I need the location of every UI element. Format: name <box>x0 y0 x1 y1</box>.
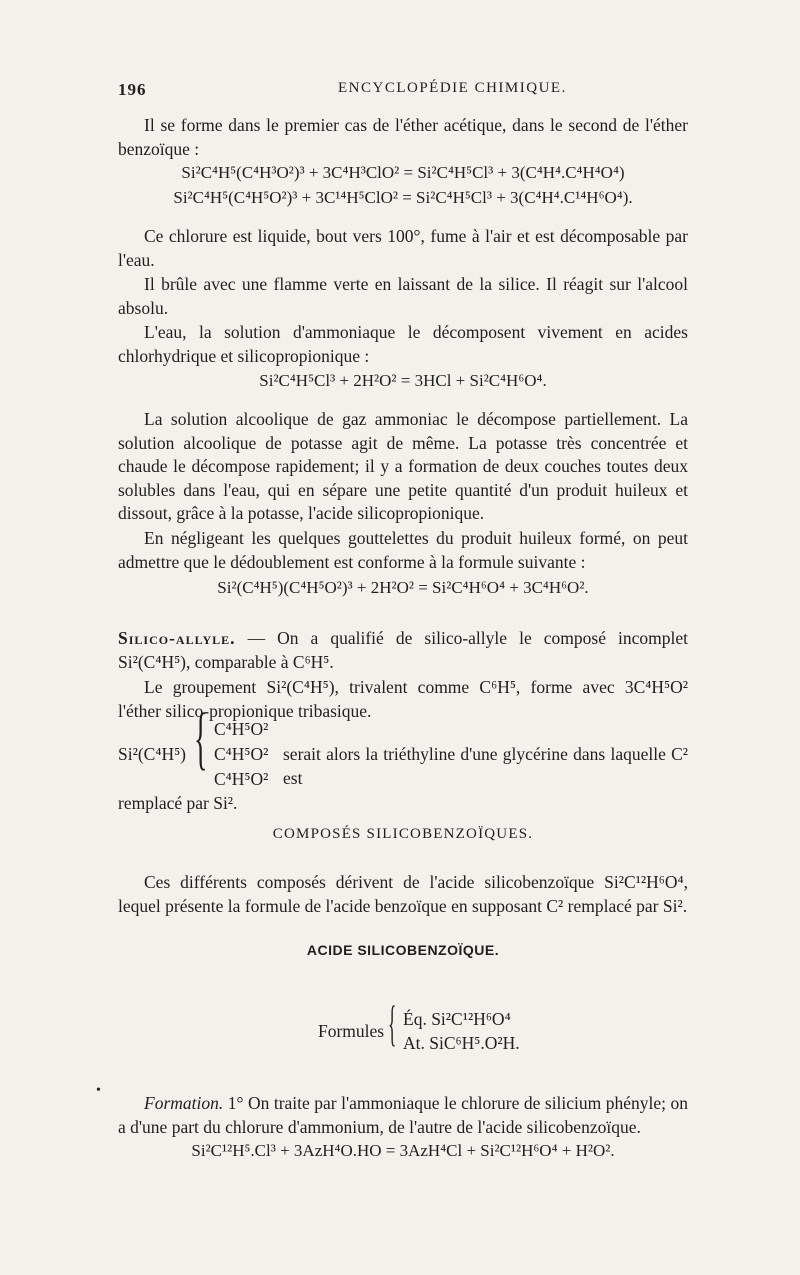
equation-benzoic: Si²C⁴H⁵(C⁴H⁵O²)³ + 3C¹⁴H⁵ClO² = Si²C⁴H⁵Cl³ + 3(C⁴H⁴.C¹⁴H⁶O⁴). <box>173 188 633 207</box>
subsection-title-acide: ACIDE SILICOBENZOÏQUE. <box>306 942 500 958</box>
page-header <box>118 80 688 104</box>
paragraph-flamme-verte: Il brûle avec une flamme verte en laissant de la silice. Il réagit sur l'alcool absolu. <box>118 274 688 318</box>
equation-acetic: Si²C⁴H⁵(C⁴H³O²)³ + 3C⁴H³ClO² = Si²C⁴H⁵Cl³ + 3(C⁴H⁴.C⁴H⁴O⁴) <box>181 163 625 182</box>
formation-text: 1° On traite par l'ammoniaque le chlorure de silicium phényle; on a d'une part du chlorure d'ammonium, de l'autre de l'acide silicobenzoïque. <box>118 1093 688 1137</box>
formules-label: Formules <box>318 1021 385 1041</box>
formation-label: Formation. <box>144 1093 224 1113</box>
equation-dedoublement: Si²(C⁴H⁵)(C⁴H⁵O²)³ + 2H²O² = Si²C⁴H⁶O⁴ + 3C⁴H⁶O². <box>217 578 589 597</box>
term-silico-allyle: Silico-allyle. <box>118 628 236 648</box>
equation-triethyline <box>118 700 688 794</box>
formules-at: At. SiC⁶H⁵.O²H. <box>403 1033 520 1053</box>
equation-hydrolysis: Si²C⁴H⁵Cl³ + 2H²O² = 3HCl + Si²C⁴H⁶O⁴. <box>259 371 547 390</box>
formules-block <box>118 995 688 1056</box>
running-head: ENCYCLOPÉDIE CHIMIQUE. <box>338 80 567 96</box>
paragraph-ether: Il se forme dans le premier cas de l'éther acétique, dans le second de l'éther benzoïque : <box>118 115 688 159</box>
triethyline-r1: C⁴H⁵O² <box>214 719 269 739</box>
paragraph-silico-allyle <box>118 627 688 674</box>
formules-brace: { <box>388 995 397 1051</box>
paragraph-formation <box>118 1092 688 1139</box>
margin-bullet: • <box>96 1083 101 1098</box>
triethyline-text: serait alors la triéthyline d'une glycérine dans laquelle C² est <box>283 744 688 788</box>
formules-eq: Éq. Si²C¹²H⁶O⁴ <box>403 1009 511 1029</box>
paragraph-eau-ammoniaque: L'eau, la solution d'ammoniaque le décomposent vivement en acides chlorhydrique et silicopropionique : <box>118 322 688 366</box>
paragraph-chlorure-liquide: Ce chlorure est liquide, bout vers 100°, fume à l'air et est décomposable par l'eau. <box>118 226 688 270</box>
paragraph-groupement: Le groupement Si²(C⁴H⁵), trivalent comme C⁶H⁵, forme avec 3C⁴H⁵O² l'éther silico-propionique tribasique. <box>118 677 688 721</box>
silico-allyle-text: — On a qualifié de silico-allyle le composé incomplet Si²(C⁴H⁵), comparable à C⁶H⁵. <box>118 628 688 672</box>
paragraph-solution-alcoolique: La solution alcoolique de gaz ammoniac le décompose partiellement. La solution alcoolique de potasse agit de même. La potasse très concentrée et chaude le décompose rapidement; il y a formation de deux couches toutes deux solubles dans l'eau, qui en sépare une petite quantité d'un produit huileux et dissout, grâce à la potasse, l'acide silicopropionique. <box>118 409 688 523</box>
triethyline-r2: C⁴H⁵O² <box>214 744 269 764</box>
equation-formation: Si²C¹²H⁵.Cl³ + 3AzH⁴O.HO = 3AzH⁴Cl + Si²C¹²H⁶O⁴ + H²O². <box>191 1141 615 1160</box>
page-number: 196 <box>118 80 147 99</box>
paragraph-derivent: Ces différents composés dérivent de l'acide silicobenzoïque Si²C¹²H⁶O⁴, lequel présente la formule de l'acide benzoïque en supposant C² remplacé par Si². <box>118 872 688 916</box>
triethyline-r3: C⁴H⁵O² <box>214 769 269 789</box>
paragraph-negligeant: En négligeant les quelques gouttelettes du produit huileux formé, on peut admettre que le dédoublement est conforme à la formule suivante : <box>118 528 688 572</box>
brace: { <box>194 700 208 777</box>
section-title-silicobenzoiques: COMPOSÉS SILICOBENZOÏQUES. <box>272 826 534 842</box>
triethyline-left: Si²(C⁴H⁵) <box>118 744 187 764</box>
paragraph-remplace: remplacé par Si². <box>118 793 238 813</box>
